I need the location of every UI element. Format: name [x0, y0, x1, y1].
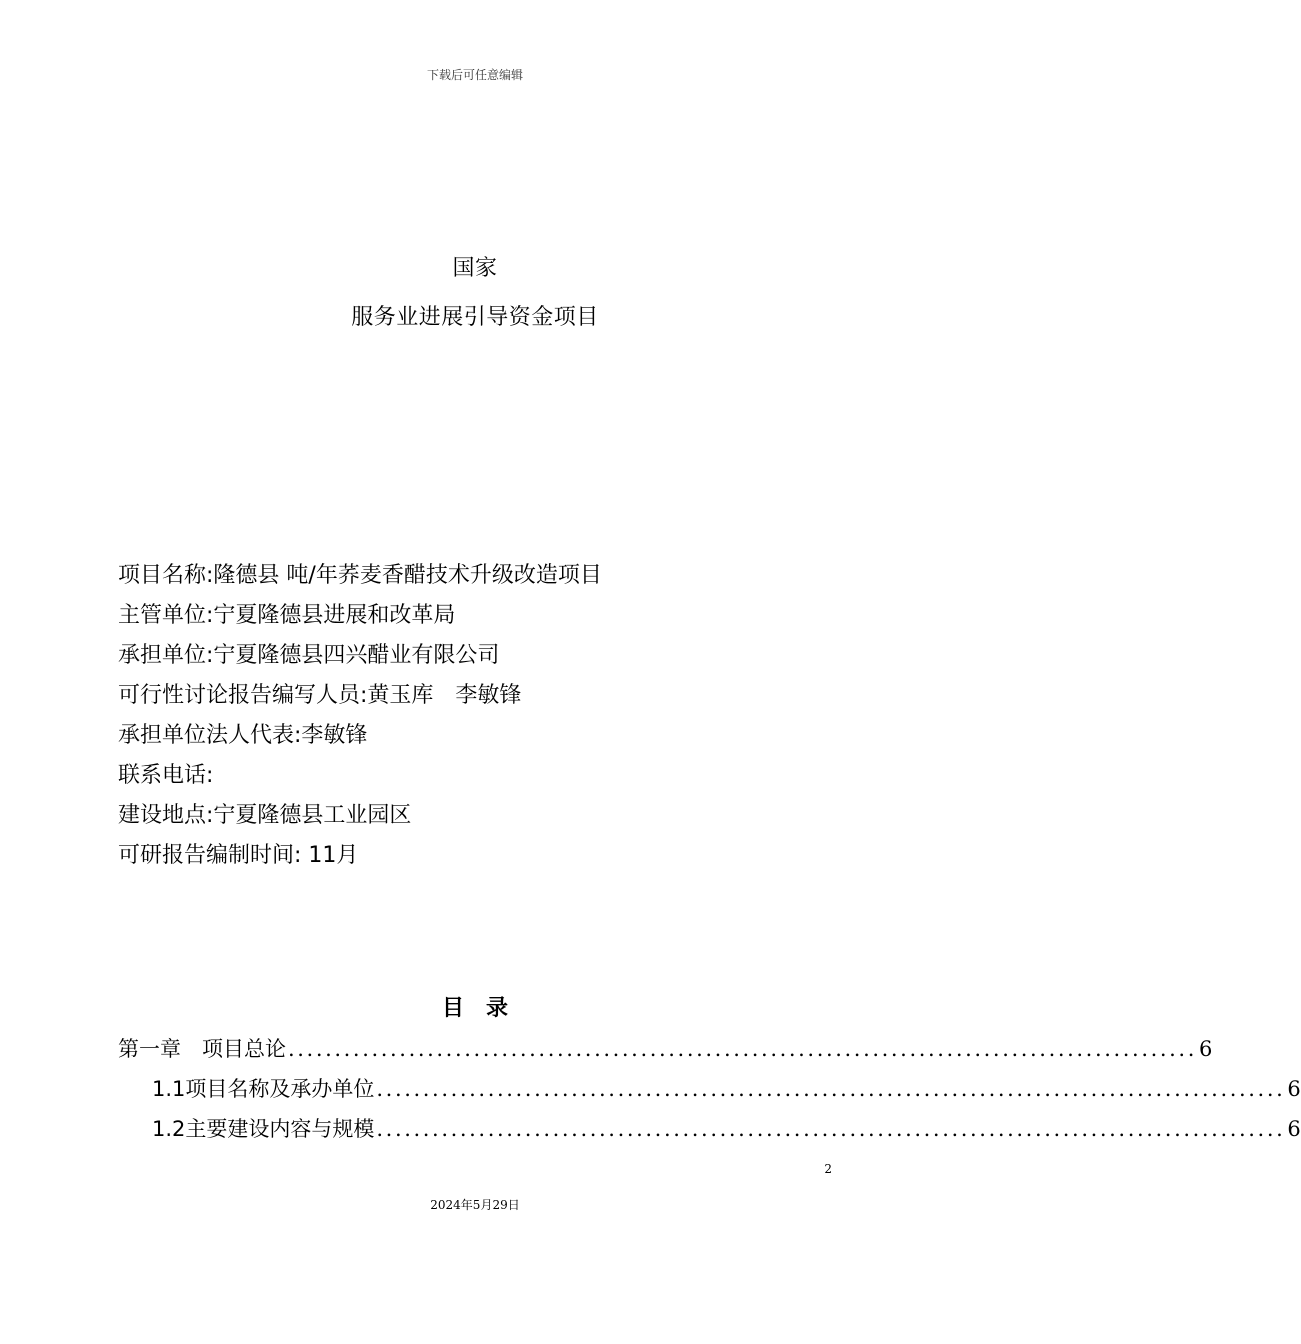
construction-site-row: 建设地点:宁夏隆德县工业园区 [118, 803, 412, 828]
toc-entry-label: 1.2主要建设内容与规模 [152, 1117, 375, 1141]
footer-date: 2024年5月29日 [430, 1198, 520, 1212]
cover-title-line-2: 服务业进展引导资金项目 [351, 305, 599, 330]
toc-title: 目录 [441, 996, 530, 1021]
toc-entry-label: 1.1项目名称及承办单位 [152, 1077, 375, 1101]
undertaking-unit-row: 承担单位:宁夏隆德县四兴醋业有限公司 [118, 643, 500, 668]
header-note: 下载后可任意编辑 [426, 68, 523, 82]
project-name-row: 项目名称:隆德县 吨/年荞麦香醋技术升级改造项目 [118, 563, 602, 588]
toc-entry-1-2[interactable] [118, 1113, 1301, 1153]
cover-title-line-1: 国家 [452, 256, 498, 281]
toc-entry-page: 6 [1287, 1117, 1301, 1141]
toc-leader-dots: .................................................................................................. [376, 1077, 1286, 1101]
toc-entry-page: 6 [1198, 1037, 1213, 1061]
contact-phone-row: 联系电话: [118, 763, 214, 788]
toc-entry-chapter-1[interactable] [118, 1033, 1213, 1073]
supervising-unit-row: 主管单位:宁夏隆德县进展和改革局 [118, 603, 456, 628]
legal-representative-row: 承担单位法人代表:李敏锋 [118, 723, 368, 748]
page-number: 2 [824, 1162, 832, 1176]
report-authors-row: 可行性讨论报告编写人员:黄玉库 李敏锋 [118, 683, 522, 708]
toc-entry-1-1[interactable] [118, 1073, 1301, 1113]
toc-entry-page: 6 [1287, 1077, 1301, 1101]
table-of-contents [118, 1033, 1301, 1153]
report-date-row: 可研报告编制时间: 11月 [118, 843, 359, 868]
project-info-block [118, 562, 838, 882]
toc-entry-label: 第一章 项目总论 [118, 1037, 286, 1061]
toc-leader-dots: .................................................................................................. [288, 1037, 1197, 1061]
toc-leader-dots: .................................................................................................. [376, 1117, 1286, 1141]
